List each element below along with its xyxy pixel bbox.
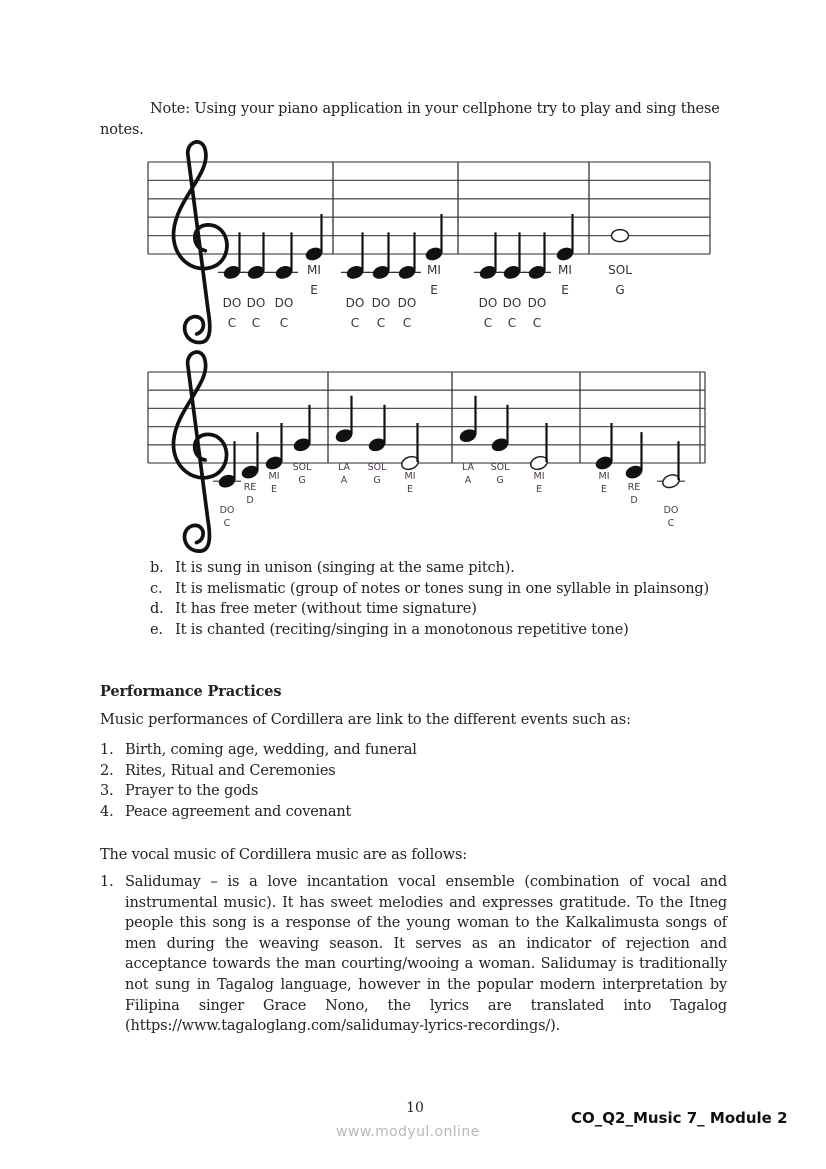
- note-syllable-label: SOL: [367, 462, 387, 473]
- music-staff-2: [0, 0, 826, 540]
- half-note: [529, 423, 549, 472]
- list-text: Peace agreement and covenant: [125, 803, 352, 820]
- note-syllable-label: DO: [371, 296, 391, 310]
- note-syllable-label: RE: [627, 482, 641, 493]
- note-syllable-label: DO: [502, 296, 522, 310]
- list-marker: c.: [150, 580, 163, 597]
- note-syllable-label: DO: [527, 296, 547, 310]
- note-letter-label: G: [615, 283, 625, 297]
- quarter-note: [292, 405, 312, 454]
- performance-intro: Music performances of Cordillera are link to the different events such as:: [100, 712, 631, 728]
- note-letter-label: C: [279, 316, 289, 330]
- note-syllable-label: SOL: [490, 462, 510, 473]
- note-syllable-label: DO: [274, 296, 294, 310]
- list-item: [100, 781, 740, 802]
- note-letter-label: D: [630, 495, 638, 506]
- note-line-2: notes.: [100, 121, 144, 138]
- note-syllable-label: DO: [663, 505, 679, 516]
- list-marker: 4.: [100, 803, 114, 820]
- list-text: It has free meter (without time signature): [175, 601, 477, 618]
- note-syllable-label: MI: [533, 471, 545, 482]
- quarter-note: [594, 423, 614, 472]
- note-letter-label: G: [373, 475, 381, 486]
- note-letter-label: E: [270, 484, 278, 495]
- note-letter-label: C: [532, 316, 542, 330]
- note-letter-label: C: [483, 316, 493, 330]
- quarter-note: [264, 423, 284, 472]
- list-text: Prayer to the gods: [125, 783, 259, 800]
- vocal-intro: The vocal music of Cordillera music are as follows:: [100, 847, 467, 863]
- quarter-note: [624, 432, 644, 481]
- note-syllable-label: DO: [345, 296, 365, 310]
- note-letter-label: E: [430, 283, 438, 297]
- note-syllable-label: DO: [246, 296, 266, 310]
- quarter-note: [490, 405, 510, 454]
- note-letter-label: C: [223, 518, 231, 529]
- characteristics-list: [150, 558, 730, 640]
- events-list: [100, 740, 740, 822]
- note-syllable-label: DO: [397, 296, 417, 310]
- list-item: [100, 872, 727, 1037]
- half-note: [400, 423, 420, 472]
- list-marker: 2.: [100, 762, 114, 779]
- note-letter-label: E: [535, 484, 543, 495]
- watermark: www.modyul.online: [336, 1124, 480, 1140]
- half-note: [657, 441, 685, 490]
- section-heading: Performance Practices: [100, 683, 282, 700]
- list-text: It is chanted (reciting/singing in a monotonous repetitive tone): [175, 621, 629, 638]
- note-syllable-label: MI: [268, 471, 280, 482]
- note-syllable-label: MI: [404, 471, 416, 482]
- note-letter-label: C: [227, 316, 237, 330]
- list-item: [150, 579, 730, 600]
- note-syllable-label: MI: [427, 263, 441, 277]
- list-text: Rites, Ritual and Ceremonies: [125, 762, 336, 779]
- note-syllable-label: DO: [219, 505, 235, 516]
- note-letter-label: G: [298, 475, 306, 486]
- list-marker: b.: [150, 560, 164, 576]
- note-syllable-label: LA: [337, 462, 351, 473]
- list-item: [150, 599, 730, 620]
- note-syllable-label: SOL: [292, 462, 312, 473]
- note-letter-label: E: [406, 484, 414, 495]
- note-letter-label: A: [340, 475, 348, 486]
- note-syllable-label: RE: [243, 482, 257, 493]
- note-syllable-label: MI: [307, 263, 321, 277]
- list-text: Salidumay – is a love incantation vocal ensemble (combination of vocal and instrumental music). It has sweet melodies and expresses gratitude. To the Itneg people this song is a response of the young woman to the Kalkalimusta songs of men during the weaving season. It serves as an indicator of rejection and acceptance towards the man courting/wooing a woman. Salidumay is traditionally not sung in Tagalog language, however in the popular modern interpretation by Filipina singer Grace Nono, the lyrics are translated into Tagalog (https://www.tagaloglang.com/salidumay-lyrics-recordings/).: [125, 874, 727, 1035]
- note-letter-label: E: [600, 484, 608, 495]
- list-text: Birth, coming age, wedding, and funeral: [125, 742, 417, 758]
- page-number: 10: [406, 1100, 424, 1116]
- list-text: It is melismatic (group of notes or tones sung in one syllable in plainsong): [175, 580, 710, 597]
- note-letter-label: E: [310, 283, 318, 297]
- note-letter-label: C: [507, 316, 517, 330]
- list-item: [150, 558, 730, 579]
- quarter-note: [334, 396, 354, 445]
- note-letter-label: D: [246, 495, 254, 506]
- quarter-note: [367, 405, 387, 454]
- note-letter-label: C: [402, 316, 412, 330]
- list-marker: 3.: [100, 783, 114, 800]
- note-letter-label: A: [464, 475, 472, 486]
- note-letter-label: C: [350, 316, 360, 330]
- list-text: It is sung in unison (singing at the same pitch).: [175, 560, 515, 576]
- note-letter-label: C: [251, 316, 261, 330]
- note-syllable-label: DO: [222, 296, 242, 310]
- note-syllable-label: LA: [461, 462, 475, 473]
- list-marker: 1.: [100, 742, 114, 758]
- list-marker: 1.: [100, 874, 114, 890]
- note-syllable-label: SOL: [608, 263, 632, 277]
- note-letter-label: G: [496, 475, 504, 486]
- list-item: [100, 761, 740, 782]
- note-letter-label: C: [667, 518, 675, 529]
- quarter-note: [240, 432, 260, 481]
- note-syllable-label: MI: [558, 263, 572, 277]
- list-item: [150, 620, 730, 641]
- note-letter-label: C: [376, 316, 386, 330]
- list-item: [100, 802, 740, 823]
- quarter-note: [458, 396, 478, 445]
- list-marker: e.: [150, 621, 163, 638]
- note-line-1: Note: Using your piano application in your cellphone try to play and sing these: [150, 101, 720, 117]
- list-item: [100, 740, 740, 761]
- vocal-list: [100, 872, 727, 1037]
- note-syllable-label: DO: [478, 296, 498, 310]
- list-marker: d.: [150, 601, 164, 618]
- treble-clef-icon: [173, 352, 226, 551]
- module-code: CO_Q2_Music 7_ Module 2: [571, 1109, 788, 1127]
- note-letter-label: E: [561, 283, 569, 297]
- note-syllable-label: MI: [598, 471, 610, 482]
